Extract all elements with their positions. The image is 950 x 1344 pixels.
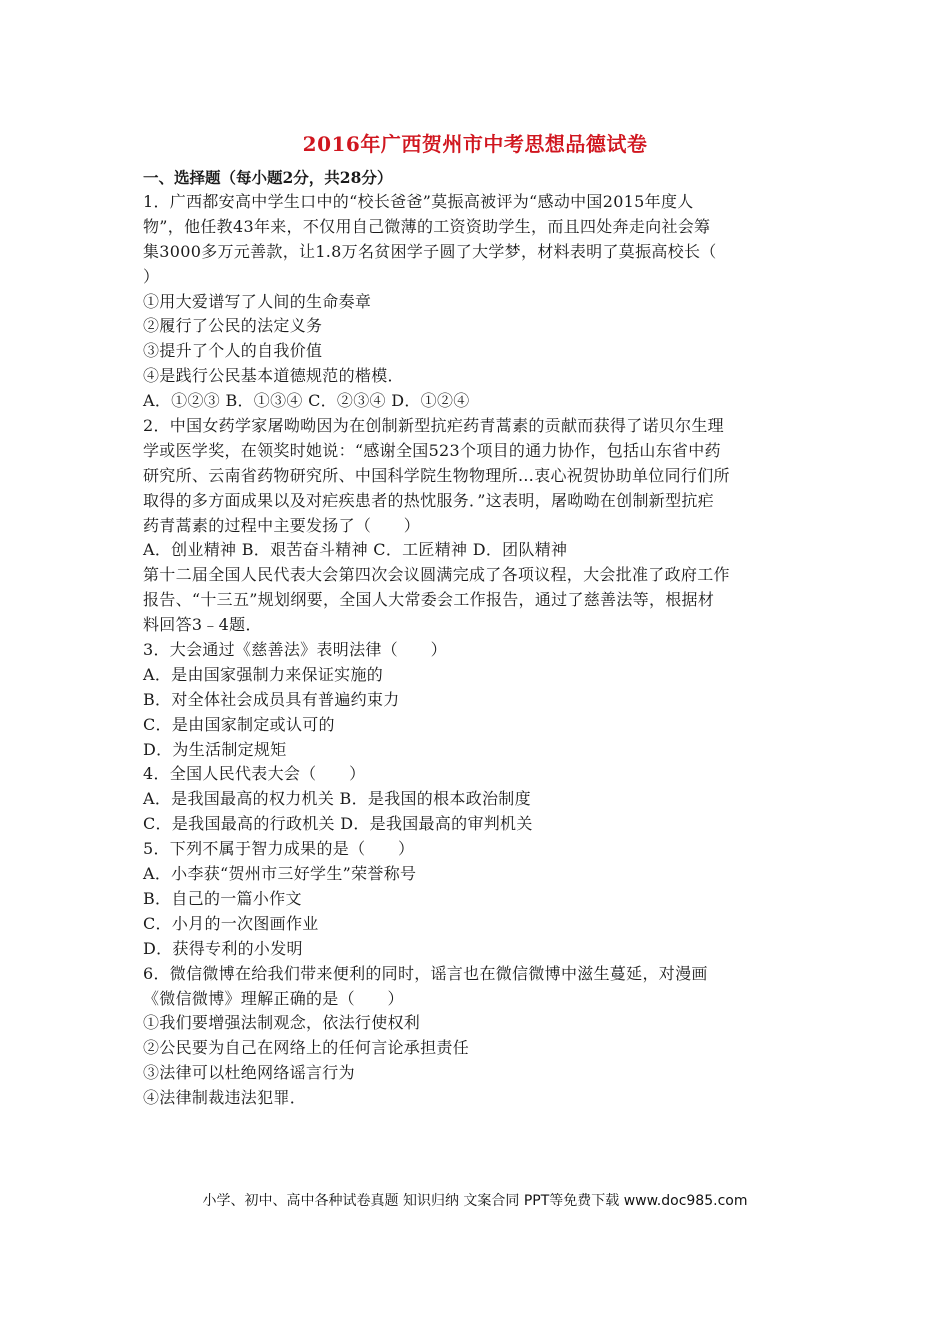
text-line: ④法律制裁违法犯罪． [143, 1088, 307, 1108]
text-line: A．①②③ B．①③④ C．②③④ D．①②④ [143, 391, 470, 411]
text-line: 5．下列不属于智力成果的是（ ） [143, 839, 415, 859]
text-line: 6．微信微博在给我们带来便利的同时，谣言也在微信微博中滋生蔓延，对漫画 [143, 963, 708, 983]
text-line: ） [143, 266, 160, 286]
text-line: C．是由国家制定或认可的 [143, 714, 335, 734]
exam-title: 2016年广西贺州市中考思想品德试卷 [302, 132, 648, 156]
text-line: 取得的多方面成果以及对疟疾患者的热忱服务．”这表明，屠呦呦在创制新型抗疟 [143, 490, 714, 510]
text-line: ④是践行公民基本道德规范的楷模． [143, 366, 404, 386]
text-line: 学或医学奖，在领奖时她说：“感谢全国523个项目的通力协作，包括山东省中药 [143, 440, 721, 460]
text-line: 4．全国人民代表大会（ ） [143, 764, 366, 784]
text-line: 研究所、云南省药物研究所、中国科学院生物物理所…衷心祝贺协助单位同行们所 [143, 465, 730, 485]
text-line: A．创业精神 B．艰苦奋斗精神 C．工匠精神 D．团队精神 [143, 540, 568, 560]
text-line: C．是我国最高的行政机关 D．是我国最高的审判机关 [143, 814, 533, 834]
text-line: 2．中国女药学家屠呦呦因为在创制新型抗疟药青蒿素的贡献而获得了诺贝尔生理 [143, 416, 724, 436]
text-line: A．是由国家强制力来保证实施的 [143, 664, 384, 684]
text-line: D．为生活制定规矩 [143, 739, 287, 759]
text-line: A．是我国最高的权力机关 B．是我国的根本政治制度 [143, 789, 531, 809]
text-line: ①我们要增强法制观念，依法行使权利 [143, 1013, 421, 1033]
text-line: D．获得专利的小发明 [143, 938, 303, 958]
text-line: 1．广西都安高中学生口中的“校长爸爸”莫振高被评为“感动中国2015年度人 [143, 192, 694, 211]
text-line: 《微信微博》理解正确的是（ ） [143, 988, 404, 1008]
text-line: ②公民要为自己在网络上的任何言论承担责任 [143, 1038, 470, 1058]
exam-content [143, 166, 813, 1111]
text-line: 集3000多万元善款，让1.8万名贫困学子圆了大学梦，材料表明了莫振高校长（ [143, 241, 717, 261]
text-line: 第十二届全国人民代表大会第四次会议圆满完成了各项议程，大会批准了政府工作 [143, 565, 730, 585]
text-line: B．自己的一篇小作文 [143, 888, 302, 908]
text-line: ③提升了个人的自我价值 [143, 341, 323, 361]
text-line: 物”，他任教43年来，不仅用自己微薄的工资资助学生，而且四处奔走向社会筹 [143, 216, 711, 236]
text-line: B．对全体社会成员具有普遍约束力 [143, 689, 400, 709]
text-line: ①用大爱谱写了人间的生命奏章 [143, 291, 372, 311]
section-heading: 一、选择题（每小题2分，共28分） [143, 168, 393, 187]
text-line: 料回答3﹣4题． [143, 615, 262, 635]
text-line: A．小李获“贺州市三好学生”荣誉称号 [143, 864, 417, 884]
footer-banner: 小学、初中、高中各种试卷真题 知识归纳 文案合同 PPT等免费下载 www.doc985.com [202, 1193, 748, 1209]
text-line: 报告、“十三五”规划纲要，全国人大常委会工作报告，通过了慈善法等，根据材 [143, 590, 715, 610]
text-line: 药青蒿素的过程中主要发扬了（ ） [143, 515, 421, 535]
text-line: ③法律可以杜绝网络谣言行为 [143, 1063, 355, 1083]
text-line: 3．大会通过《慈善法》表明法律（ ） [143, 640, 447, 660]
text-line: C．小月的一次图画作业 [143, 913, 319, 933]
text-line: ②履行了公民的法定义务 [143, 316, 323, 336]
question-lines [143, 190, 813, 1111]
